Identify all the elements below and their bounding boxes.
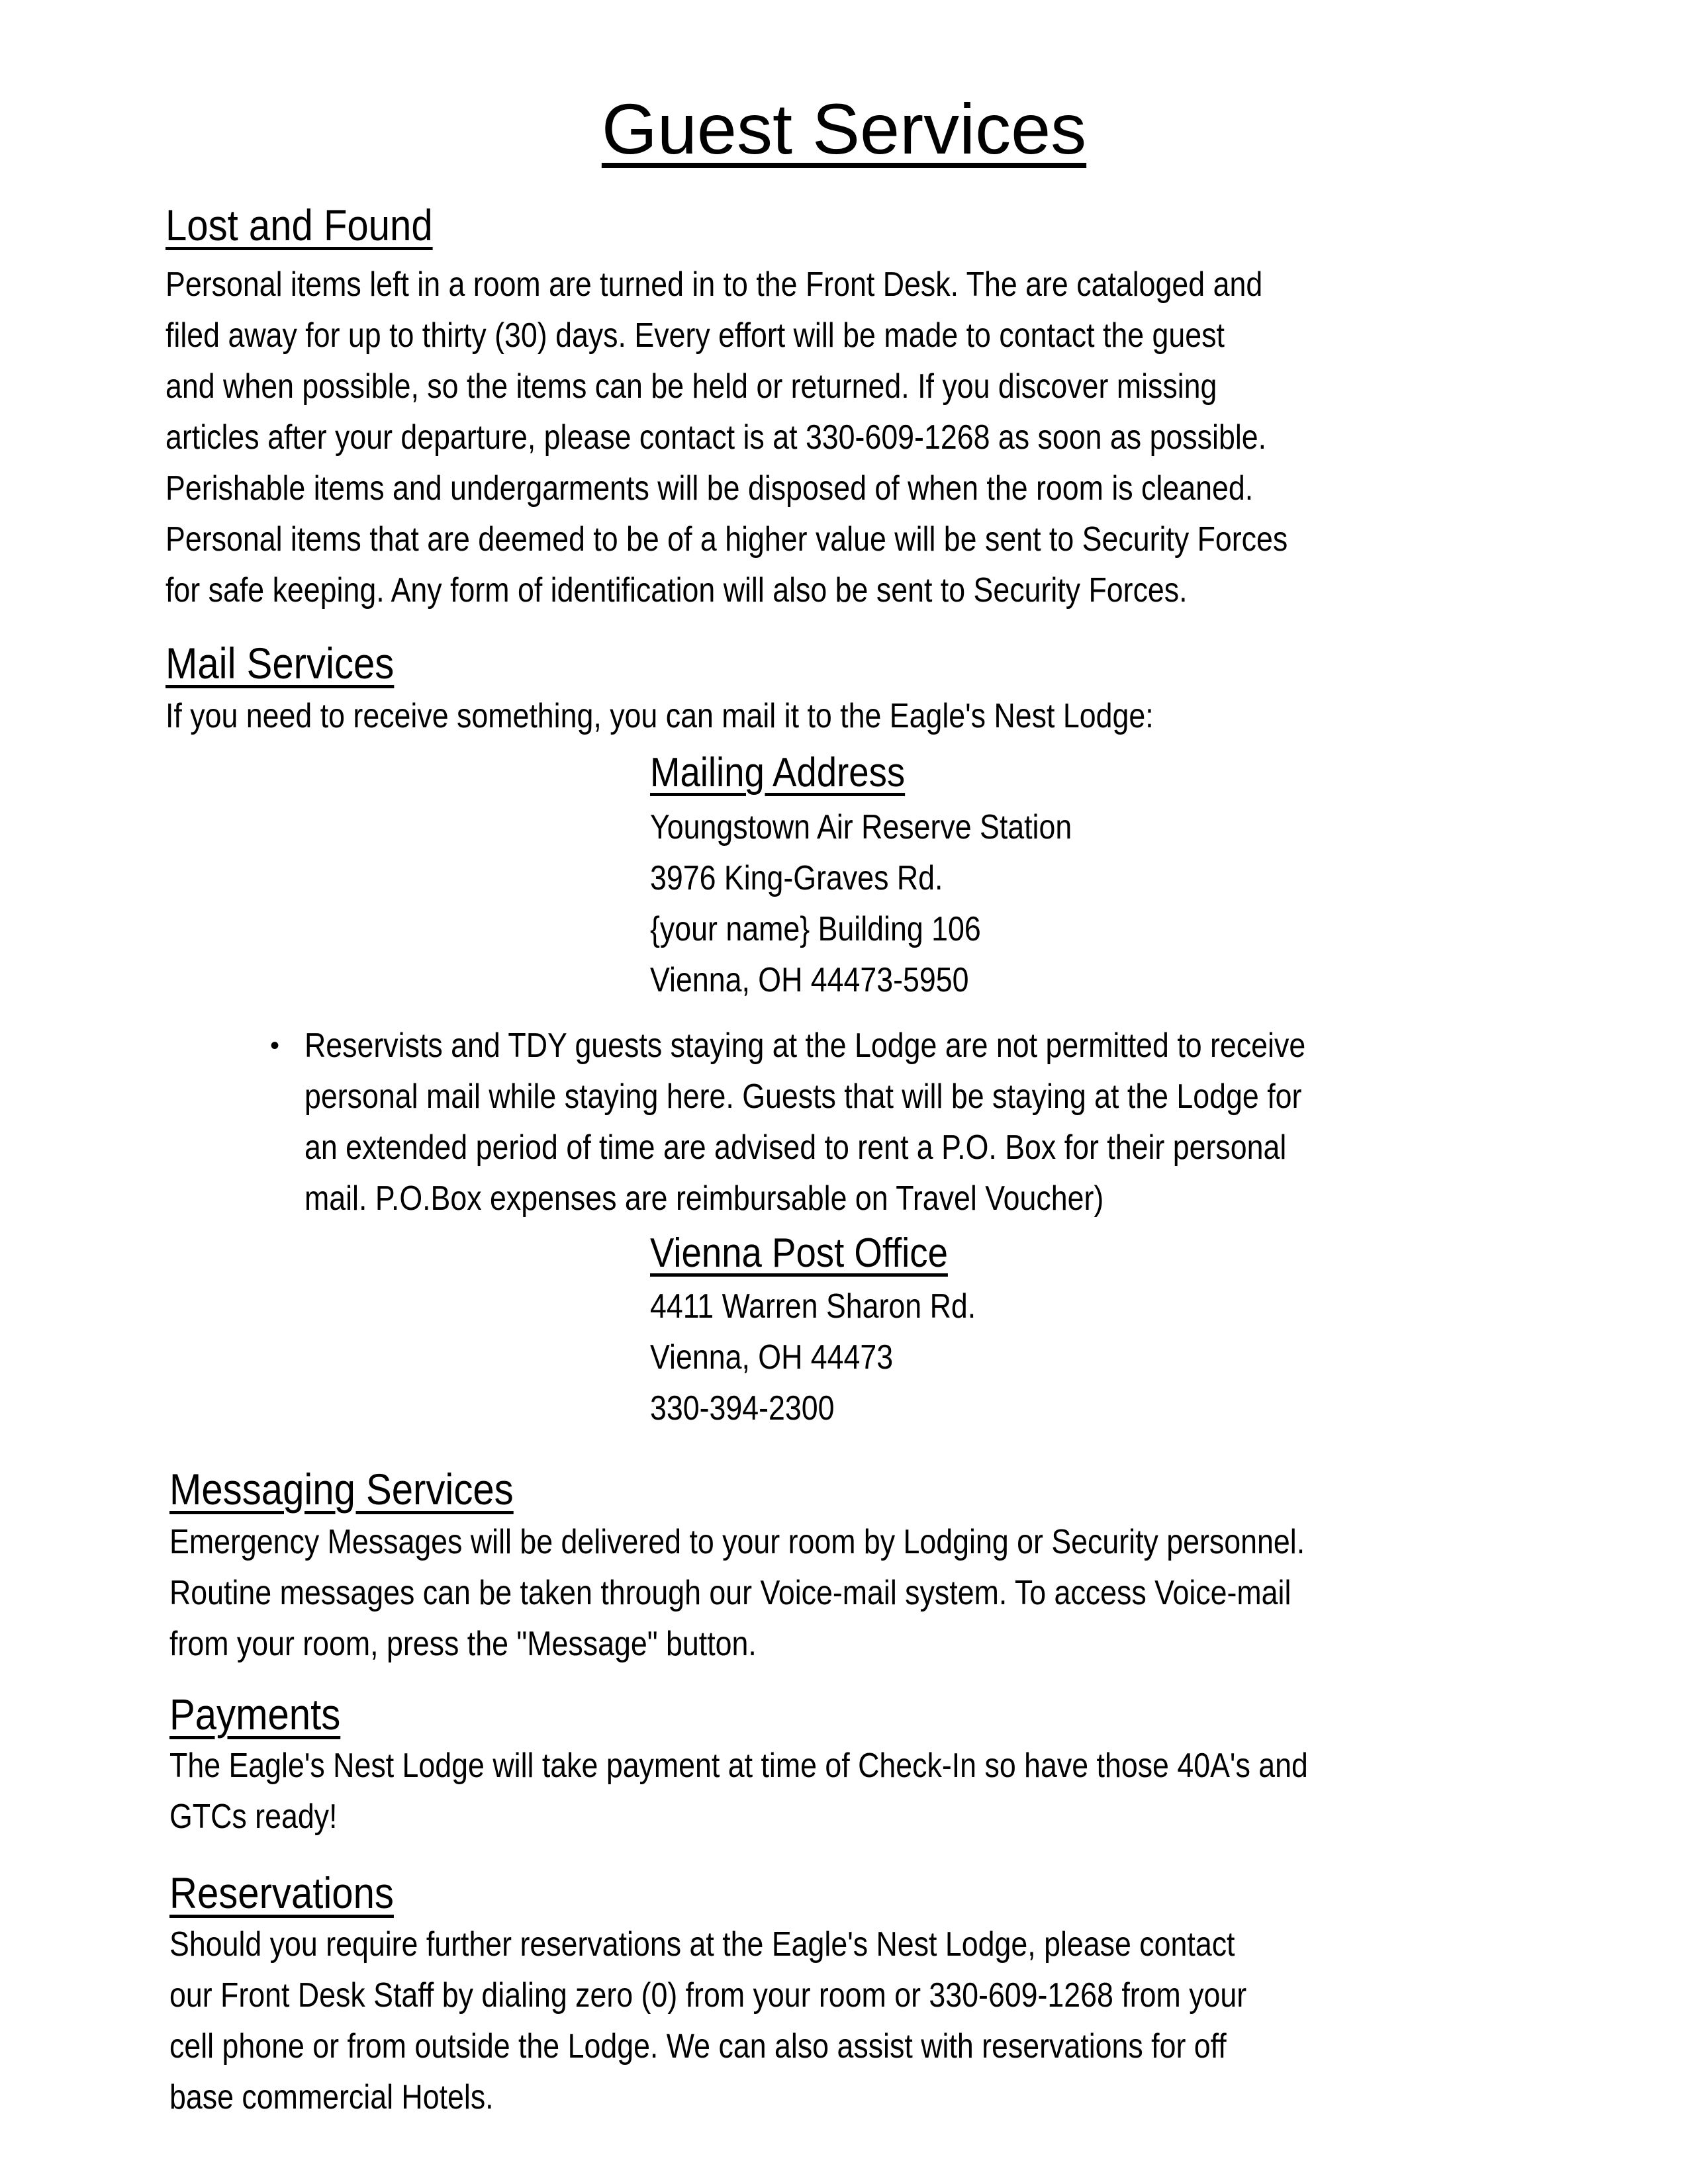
body-line: GTCs ready! (169, 1797, 338, 1836)
messaging-body (169, 1517, 1479, 1670)
mailing-address-block (650, 802, 1072, 1006)
bullet-icon: • (270, 1031, 280, 1060)
bullet-line: mail. P.O.Box expenses are reimbursable on Travel Voucher) (305, 1179, 1104, 1218)
body-line: Personal items left in a room are turned in to the Front Desk. The are cataloged and (165, 265, 1263, 304)
bullet-line: an extended period of time are advised to rent a P.O. Box for their personal (305, 1128, 1287, 1167)
address-line: Vienna, OH 44473 (650, 1338, 894, 1377)
heading-messaging-services: Messaging Services (169, 1465, 514, 1514)
body-line: articles after your departure, please contact is at 330-609-1268 as soon as possible. (165, 418, 1267, 457)
address-line: Youngstown Air Reserve Station (650, 808, 1072, 846)
lost-and-found-body (165, 259, 1475, 616)
body-line: for safe keeping. Any form of identification will also be sent to Security Forces. (165, 571, 1188, 610)
address-line: Vienna, OH 44473-5950 (650, 961, 969, 999)
mail-bullet-text (305, 1021, 1305, 1224)
body-line: Perishable items and undergarments will be disposed of when the room is cleaned. (165, 469, 1254, 508)
body-line: Emergency Messages will be delivered to your room by Lodging or Security personnel. (169, 1523, 1305, 1561)
address-line: 4411 Warren Sharon Rd. (650, 1287, 976, 1326)
body-line: Should you require further reservations at the Eagle's Nest Lodge, please contact (169, 1925, 1235, 1964)
body-line: base commercial Hotels. (169, 2078, 494, 2116)
page-title (0, 86, 1688, 172)
body-line: and when possible, so the items can be held or returned. If you discover missing (165, 367, 1217, 406)
page-title-text: Guest Services (601, 89, 1087, 169)
body-line: Personal items that are deemed to be of a higher value will be sent to Security Forces (165, 520, 1288, 559)
payments-body (169, 1741, 1479, 1843)
address-line: 330-394-2300 (650, 1389, 835, 1428)
body-line: filed away for up to thirty (30) days. Every effort will be made to contact the guest (165, 316, 1225, 355)
mail-intro (165, 691, 1475, 742)
post-office-block (650, 1281, 976, 1434)
heading-mail-services: Mail Services (165, 639, 395, 688)
body-line: Routine messages can be taken through our Voice-mail system. To access Voice-mail (169, 1574, 1291, 1612)
heading-reservations: Reservations (169, 1868, 394, 1917)
heading-lost-and-found: Lost and Found (165, 201, 433, 250)
address-line: {your name} Building 106 (650, 910, 981, 948)
reservations-body (169, 1919, 1479, 2123)
body-line: If you need to receive something, you can mail it to the Eagle's Nest Lodge: (165, 697, 1154, 735)
heading-vienna-post-office: Vienna Post Office (650, 1230, 948, 1276)
body-line: from your room, press the "Message" button. (169, 1625, 757, 1663)
address-line: 3976 King-Graves Rd. (650, 859, 943, 897)
body-line: cell phone or from outside the Lodge. We can also assist with reservations for off (169, 2027, 1227, 2066)
body-line: The Eagle's Nest Lodge will take payment at time of Check-In so have those 40A's and (169, 1747, 1308, 1785)
heading-mailing-address: Mailing Address (650, 750, 906, 796)
bullet-line: Reservists and TDY guests staying at the Lodge are not permitted to receive (305, 1026, 1306, 1065)
bullet-line: personal mail while staying here. Guests that will be staying at the Lodge for (305, 1077, 1302, 1116)
body-line: our Front Desk Staff by dialing zero (0) from your room or 330-609-1268 from your (169, 1976, 1247, 2015)
heading-payments: Payments (169, 1690, 341, 1739)
